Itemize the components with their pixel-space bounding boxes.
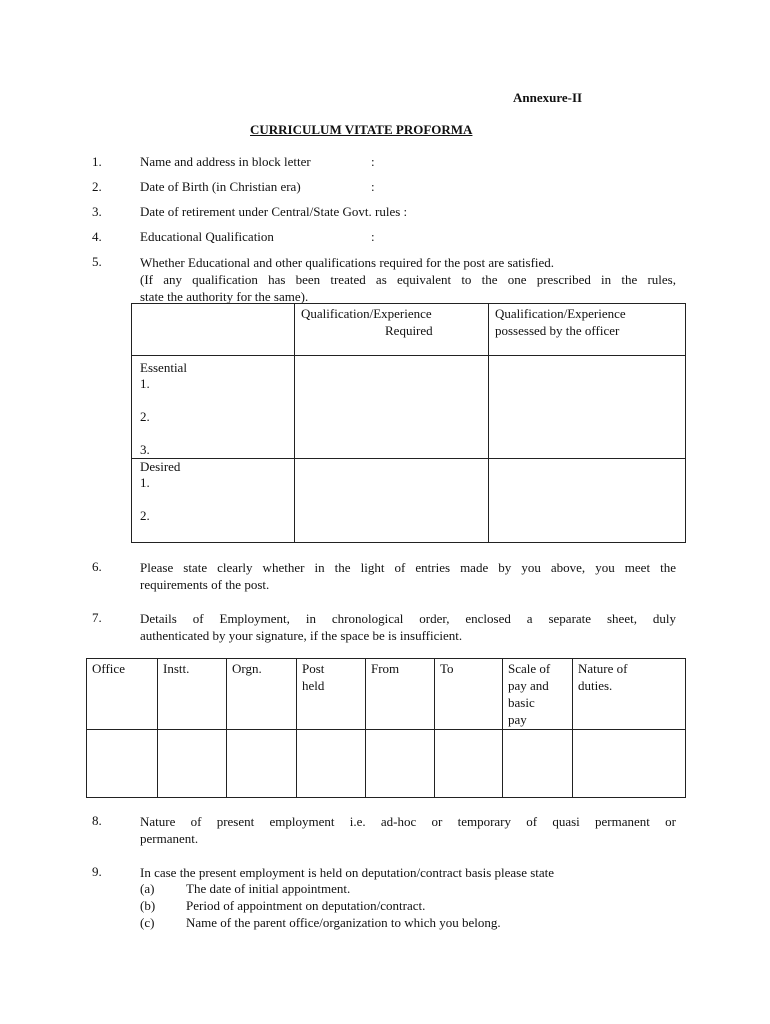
- item-number: 5.: [92, 254, 102, 269]
- item-colon: :: [371, 229, 375, 244]
- header-text: Orgn.: [232, 661, 262, 676]
- header-to: [435, 659, 503, 730]
- desired-required-cell[interactable]: [295, 459, 489, 543]
- page-title: CURRICULUM VITATE PROFORMA: [250, 122, 473, 137]
- header-text: pay: [508, 712, 527, 727]
- desired-label: Desired: [140, 459, 181, 474]
- sub-item-label: (b): [140, 898, 156, 913]
- item-number: 3.: [92, 204, 102, 219]
- list-item: 1.: [140, 376, 150, 391]
- essential-possessed-cell[interactable]: [489, 356, 686, 459]
- item-line: (If any qualification has been treated as equivalent to the one prescribed in the rules,: [140, 272, 676, 287]
- header-text: Instt.: [163, 661, 190, 676]
- item-number: 1.: [92, 154, 102, 169]
- item-line: authenticated by your signature, if the space be is insufficient.: [140, 628, 463, 643]
- header-text: basic: [508, 695, 535, 710]
- header-required-line1: Qualification/Experience: [301, 306, 432, 321]
- item-line: Whether Educational and other qualifications required for the post are satisfied.: [140, 255, 555, 270]
- header-orgn: [227, 659, 297, 730]
- essential-cell: [132, 356, 295, 459]
- item-number: 7.: [92, 610, 102, 625]
- table-cell[interactable]: [87, 730, 158, 798]
- sub-item-text: Name of the parent office/organization to which you belong.: [186, 915, 501, 930]
- header-possessed-line1: Qualification/Experience: [495, 306, 626, 321]
- table-header-blank: [132, 304, 295, 356]
- item-label: Educational Qualification: [140, 229, 274, 244]
- header-scale-of-pay: [503, 659, 573, 730]
- item-number: 4.: [92, 229, 102, 244]
- item-line: In case the present employment is held on deputation/contract basis please state: [140, 865, 555, 880]
- item-number: 2.: [92, 179, 102, 194]
- header-text: Nature of: [578, 661, 628, 676]
- essential-required-cell[interactable]: [295, 356, 489, 459]
- desired-cell: [132, 459, 295, 543]
- item-line: requirements of the post.: [140, 577, 270, 592]
- item-text: [140, 864, 676, 881]
- desired-possessed-cell[interactable]: [489, 459, 686, 543]
- item-line: Details of Employment, in chronological order, enclosed a separate sheet, duly: [140, 611, 676, 626]
- item-label: Name and address in block letter: [140, 154, 311, 169]
- header-text: Scale of: [508, 661, 551, 676]
- header-text: From: [371, 661, 400, 676]
- header-nature-of-duties: [573, 659, 686, 730]
- item-line: permanent.: [140, 831, 199, 846]
- item-number: 6.: [92, 559, 102, 574]
- item-text: [140, 813, 676, 847]
- item-colon: :: [371, 179, 375, 194]
- header-possessed-line2: possessed by the officer: [495, 323, 620, 338]
- sub-item-label: (a): [140, 881, 155, 896]
- item-label: Date of retirement under Central/State Govt. rules :: [140, 204, 408, 219]
- header-post-held: [297, 659, 366, 730]
- table-row: [87, 730, 686, 798]
- header-text: To: [440, 661, 454, 676]
- item-line: Please state clearly whether in the light of entries made by you above, you meet the: [140, 560, 676, 575]
- header-text: pay and: [508, 678, 549, 693]
- header-office: [87, 659, 158, 730]
- item-line: state the authority for the same).: [140, 289, 309, 304]
- header-required-line2: Required: [385, 323, 433, 338]
- header-text: Post: [302, 661, 325, 676]
- sub-item-text: Period of appointment on deputation/contract.: [186, 898, 426, 913]
- item-text: [140, 254, 676, 305]
- item-text: [140, 610, 676, 644]
- header-possessed: [489, 304, 686, 356]
- table-cell[interactable]: [297, 730, 366, 798]
- list-item: 2.: [140, 508, 150, 523]
- list-item: 2.: [140, 409, 150, 424]
- table-cell[interactable]: [435, 730, 503, 798]
- item-text: [140, 559, 676, 593]
- item-line: Nature of present employment i.e. ad-hoc or temporary of quasi permanent or: [140, 814, 676, 829]
- qualification-table: [131, 303, 686, 543]
- header-from: [366, 659, 435, 730]
- item-label: Date of Birth (in Christian era): [140, 179, 301, 194]
- employment-table: [86, 658, 686, 798]
- item-colon: :: [371, 154, 375, 169]
- sub-item-text: The date of initial appointment.: [186, 881, 351, 896]
- table-cell[interactable]: [366, 730, 435, 798]
- header-required: [295, 304, 489, 356]
- annexure-label: Annexure-II: [513, 90, 583, 105]
- table-cell[interactable]: [573, 730, 686, 798]
- item-number: 8.: [92, 813, 102, 828]
- header-text: held: [302, 678, 325, 693]
- table-cell[interactable]: [227, 730, 297, 798]
- header-text: Office: [92, 661, 125, 676]
- sub-item-label: (c): [140, 915, 155, 930]
- essential-label: Essential: [140, 360, 187, 375]
- list-item: 3.: [140, 442, 150, 457]
- header-text: duties.: [578, 678, 613, 693]
- list-item: 1.: [140, 475, 150, 490]
- header-instt: [158, 659, 227, 730]
- table-cell[interactable]: [158, 730, 227, 798]
- item-number: 9.: [92, 864, 102, 879]
- table-cell[interactable]: [503, 730, 573, 798]
